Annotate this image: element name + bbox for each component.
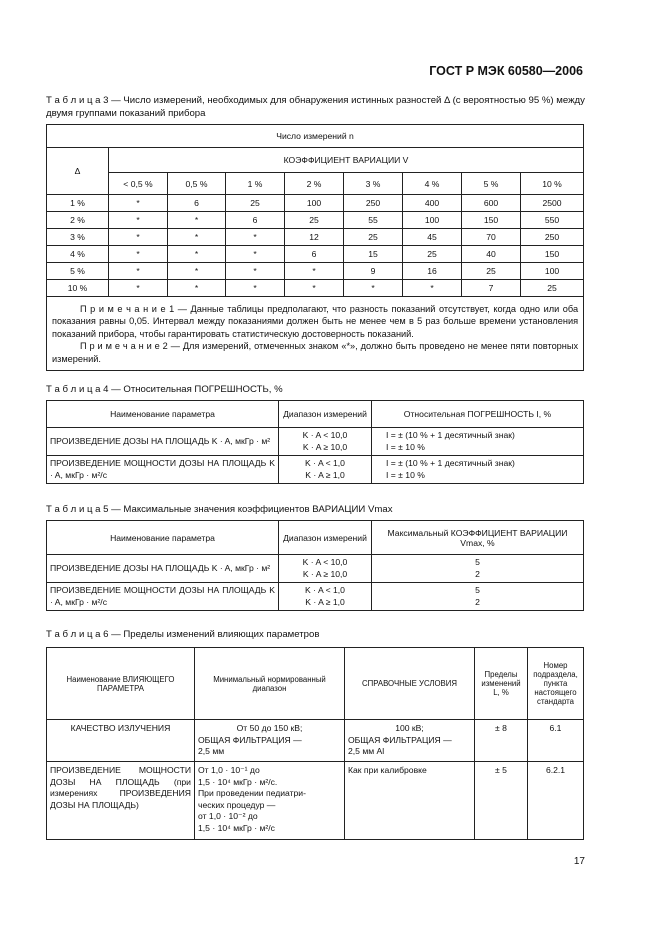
table-row	[47, 229, 584, 246]
table3-value-cell: *	[168, 229, 226, 246]
table4-row2-error	[372, 456, 584, 484]
table3-value-cell: *	[285, 263, 344, 280]
table5	[46, 520, 584, 611]
table5-row1-vmax	[372, 555, 584, 583]
table5-caption: Т а б л и ц а 5 — Максимальные значения коэффициентов ВАРИАЦИИ Vmax	[46, 504, 393, 515]
document-header: ГОСТ Р МЭК 60580—2006	[429, 64, 583, 78]
range-line: от 1,0 · 10⁻² до	[198, 811, 258, 821]
table3-value-cell: 550	[521, 212, 584, 229]
range-line: K · A < 10,0	[302, 557, 348, 567]
table6-row1-reference	[345, 720, 475, 762]
table3-value-cell: 25	[226, 195, 285, 212]
table3-value-cell: *	[226, 263, 285, 280]
table3-col-header: < 0,5 %	[109, 173, 168, 195]
table-row	[47, 212, 584, 229]
table3-value-cell: *	[168, 263, 226, 280]
table3-col-header: 3 %	[344, 173, 403, 195]
table3-delta-cell: 10 %	[47, 280, 109, 297]
table3-group-header: Число измерений n	[47, 125, 584, 148]
table4-row1-error	[372, 428, 584, 456]
table3-value-cell: *	[109, 246, 168, 263]
vmax-line: 5	[475, 557, 480, 567]
table3-delta-cell: 1 %	[47, 195, 109, 212]
table3-col-header: 1 %	[226, 173, 285, 195]
table3-delta-cell: 5 %	[47, 263, 109, 280]
table-row	[47, 263, 584, 280]
table3-value-cell: 6	[168, 195, 226, 212]
table3-value-cell: 45	[403, 229, 462, 246]
range-line: 1,5 · 10⁴ мкГр · м²/с	[198, 822, 275, 833]
range-line: ческих процедур —	[198, 799, 276, 810]
vmax-line: 2	[475, 596, 480, 607]
table6-row2-name: ПРОИЗВЕДЕНИЕ МОЩНОСТИ ДОЗЫ НА ПЛОЩАДЬ (при измерениях ПРОИЗВЕДЕНИЯ ДОЗЫ НА ПЛОЩАДЬ)	[47, 762, 195, 840]
table6-caption: Т а б л и ц а 6 — Пределы изменений влияющих параметров	[46, 629, 320, 640]
table6-header-parameter: Наименование ВЛИЯЮЩЕГО ПАРАМЕТРА	[47, 648, 195, 720]
table3-value-cell: 100	[403, 212, 462, 229]
table3-value-cell: 2500	[521, 195, 584, 212]
table3-value-cell: 25	[521, 280, 584, 297]
table3-col-header: 5 %	[462, 173, 521, 195]
reference-line: 100 кВ;	[395, 723, 424, 733]
range-line: ОБЩАЯ ФИЛЬТРАЦИЯ —	[198, 734, 302, 745]
table5-row1-range	[279, 555, 372, 583]
error-line: I = ± 10 %	[386, 441, 425, 452]
table3-value-cell: *	[109, 263, 168, 280]
page-number: 17	[573, 856, 585, 867]
table3-caption: Т а б л и ц а 3 — Число измерений, необходимых для обнаружения истинных разностей Δ (с вероятностью 95 %) между двумя группами показаний прибора	[46, 95, 585, 119]
reference-line: 2,5 мм Al	[348, 746, 385, 756]
table3-value-cell: *	[226, 280, 285, 297]
table6-row2-reference: Как при калибровке	[345, 762, 475, 840]
table6-row2-range	[195, 762, 345, 840]
range-line: 1,5 · 10⁴ мкГр · м²/с.	[198, 776, 278, 787]
table3-col-header: 10 %	[521, 173, 584, 195]
table3-value-cell: 7	[462, 280, 521, 297]
table5-row2-range	[279, 583, 372, 611]
table6-header-limits: Пределы изменений L, %	[475, 648, 528, 720]
table3-delta-cell: 3 %	[47, 229, 109, 246]
range-line: K · A ≥ 1,0	[305, 469, 345, 480]
table3	[46, 124, 584, 371]
table3-coef-header: КОЭФФИЦИЕНТ ВАРИАЦИИ V	[109, 148, 584, 173]
table3-value-cell: 250	[521, 229, 584, 246]
table3-value-cell: 250	[344, 195, 403, 212]
table3-note-1: П р и м е ч а н и е 1 — Данные таблицы предполагают, что разность показаний отсутствует, когда одно или оба показания равны 0,05. Интервал между показаниями должен быть не менее чем в 5 раз больше времени установления показаний прибора, чтобы гарантировать статистическую достоверность показаний.	[52, 304, 579, 339]
table3-value-cell: 55	[344, 212, 403, 229]
table5-header-vmax: Максимальный КОЭФФИЦИЕНТ ВАРИАЦИИ Vmax, %	[372, 521, 584, 555]
table5-header-name: Наименование параметра	[47, 521, 279, 555]
table4-header-range: Диапазон измерений	[279, 401, 372, 428]
range-line: От 1,0 · 10⁻¹ до	[198, 765, 260, 775]
table4-header-name: Наименование параметра	[47, 401, 279, 428]
table3-value-cell: 100	[521, 263, 584, 280]
range-line: K · A ≥ 10,0	[302, 568, 348, 579]
range-line: От 50 до 150 кВ;	[236, 723, 303, 733]
table3-value-cell: *	[226, 246, 285, 263]
table3-value-cell: *	[226, 229, 285, 246]
table6-row1-range	[195, 720, 345, 762]
table3-delta-header: Δ	[47, 148, 109, 195]
table3-value-cell: 25	[285, 212, 344, 229]
error-line: I = ± (10 % + 1 десятичный знак)	[386, 430, 515, 440]
range-line: K · A < 10,0	[302, 430, 348, 440]
range-line: При проведении педиатри-	[198, 788, 306, 798]
error-line: I = ± (10 % + 1 десятичный знак)	[386, 458, 515, 468]
table6-row2-section: 6.2.1	[528, 762, 584, 840]
table3-value-cell: *	[344, 280, 403, 297]
table3-value-cell: 150	[521, 246, 584, 263]
table3-value-cell: 16	[403, 263, 462, 280]
table6-header-reference: СПРАВОЧНЫЕ УСЛОВИЯ	[345, 648, 475, 720]
table5-row2-vmax	[372, 583, 584, 611]
table6-row1-name: КАЧЕСТВО ИЗЛУЧЕНИЯ	[47, 720, 195, 762]
table3-value-cell: *	[168, 246, 226, 263]
table3-value-cell: *	[168, 280, 226, 297]
table3-value-cell: 70	[462, 229, 521, 246]
table3-note-2: П р и м е ч а н и е 2 — Для измерений, отмеченных знаком «*», должно быть проведено не менее пяти повторных измерений.	[52, 341, 579, 364]
table-row	[47, 280, 584, 297]
table6-header-section: Номер подраздела, пункта настоящего стандарта	[528, 648, 584, 720]
table3-notes	[47, 297, 584, 371]
table3-col-header: 2 %	[285, 173, 344, 195]
table3-col-header: 0,5 %	[168, 173, 226, 195]
table3-value-cell: 6	[285, 246, 344, 263]
table3-value-cell: 9	[344, 263, 403, 280]
table3-value-cell: *	[403, 280, 462, 297]
table4-row1-range	[279, 428, 372, 456]
table4-row2-range	[279, 456, 372, 484]
table3-value-cell: *	[109, 229, 168, 246]
table4-caption: Т а б л и ц а 4 — Относительная ПОГРЕШНОСТЬ, %	[46, 384, 283, 395]
table6	[46, 647, 584, 840]
error-line: I = ± 10 %	[386, 469, 425, 480]
vmax-line: 5	[475, 585, 480, 595]
table3-value-cell: 100	[285, 195, 344, 212]
table3-value-cell: *	[285, 280, 344, 297]
table4-row1-name: ПРОИЗВЕДЕНИЕ ДОЗЫ НА ПЛОЩАДЬ K · A, мкГр · м²	[47, 428, 279, 456]
table4-header-error: Относительная ПОГРЕШНОСТЬ I, %	[372, 401, 584, 428]
range-line: K · A < 1,0	[305, 585, 345, 595]
table-row	[47, 195, 584, 212]
range-line: 2,5 мм	[198, 746, 225, 756]
table5-header-range: Диапазон измерений	[279, 521, 372, 555]
table3-value-cell: 25	[462, 263, 521, 280]
table3-value-cell: *	[109, 212, 168, 229]
table3-value-cell: 25	[403, 246, 462, 263]
table3-value-cell: 40	[462, 246, 521, 263]
table-row	[47, 246, 584, 263]
table3-value-cell: 6	[226, 212, 285, 229]
range-line: K · A < 1,0	[305, 458, 345, 468]
vmax-line: 2	[475, 568, 480, 579]
table3-value-cell: *	[109, 280, 168, 297]
table3-delta-cell: 2 %	[47, 212, 109, 229]
table3-value-cell: 150	[462, 212, 521, 229]
table3-value-cell: 15	[344, 246, 403, 263]
reference-line: ОБЩАЯ ФИЛЬТРАЦИЯ —	[348, 734, 452, 745]
range-line: K · A ≥ 10,0	[302, 441, 348, 452]
table3-value-cell: 600	[462, 195, 521, 212]
table3-value-cell: *	[168, 212, 226, 229]
table6-row1-section: 6.1	[528, 720, 584, 762]
table3-delta-cell: 4 %	[47, 246, 109, 263]
table6-row1-limit: ± 8	[475, 720, 528, 762]
table4-row2-name: ПРОИЗВЕДЕНИЕ МОЩНОСТИ ДОЗЫ НА ПЛОЩАДЬ K · A, мкГр · м²/с	[47, 456, 279, 484]
table3-value-cell: *	[109, 195, 168, 212]
table3-value-cell: 12	[285, 229, 344, 246]
range-line: K · A ≥ 1,0	[305, 596, 345, 607]
table5-row2-name: ПРОИЗВЕДЕНИЕ МОЩНОСТИ ДОЗЫ НА ПЛОЩАДЬ K · A, мкГр · м²/с	[47, 583, 279, 611]
table3-value-cell: 25	[344, 229, 403, 246]
table3-col-header: 4 %	[403, 173, 462, 195]
table3-value-cell: 400	[403, 195, 462, 212]
table5-row1-name: ПРОИЗВЕДЕНИЕ ДОЗЫ НА ПЛОЩАДЬ K · A, мкГр · м²	[47, 555, 279, 583]
table6-header-range: Минимальный нормированный диапазон	[195, 648, 345, 720]
table6-row2-limit: ± 5	[475, 762, 528, 840]
table4	[46, 400, 584, 484]
